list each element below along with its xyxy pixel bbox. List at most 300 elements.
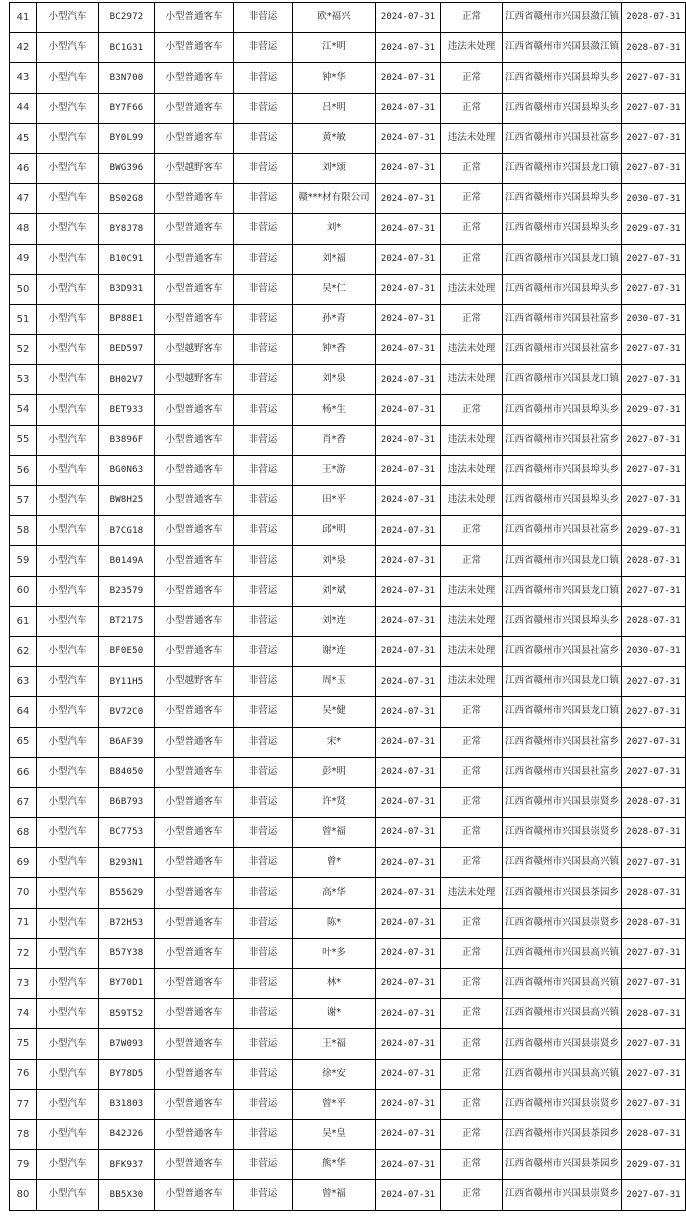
vehicle-model-cell: 小型普通客车: [155, 123, 234, 153]
owner-name-cell: 王*福: [293, 1029, 376, 1059]
inspection-date-cell: 2024-07-31: [376, 365, 441, 395]
usage-type-cell: 非营运: [234, 214, 293, 244]
address-cell: 江西省赣州市兴国县埠头乡: [503, 395, 622, 425]
plate-number-cell: BC7753: [99, 818, 155, 848]
vehicle-model-cell: 小型普通客车: [155, 1150, 234, 1180]
table-row: [10, 274, 686, 304]
vehicle-model-cell: 小型普通客车: [155, 184, 234, 214]
inspection-date-cell: 2024-07-31: [376, 274, 441, 304]
status-cell: 正常: [441, 214, 503, 244]
status-cell: 违法未处理: [441, 274, 503, 304]
usage-type-cell: 非营运: [234, 1029, 293, 1059]
plate-number-cell: BC1G31: [99, 33, 155, 63]
usage-type-cell: 非营运: [234, 63, 293, 93]
row-number-cell: 71: [10, 908, 37, 938]
row-number-cell: 63: [10, 667, 37, 697]
inspection-date-cell: 2024-07-31: [376, 787, 441, 817]
status-cell: 正常: [441, 93, 503, 123]
row-number-cell: 41: [10, 3, 37, 33]
expiry-date-cell: 2030-07-31: [622, 184, 686, 214]
vehicle-type-cell: 小型汽车: [37, 153, 99, 183]
expiry-date-cell: 2029-07-31: [622, 516, 686, 546]
inspection-date-cell: 2024-07-31: [376, 757, 441, 787]
vehicle-type-cell: 小型汽车: [37, 818, 99, 848]
table-row: [10, 214, 686, 244]
vehicle-type-cell: 小型汽车: [37, 486, 99, 516]
vehicle-type-cell: 小型汽车: [37, 969, 99, 999]
usage-type-cell: 非营运: [234, 274, 293, 304]
owner-name-cell: 叶*多: [293, 938, 376, 968]
owner-name-cell: 谢*连: [293, 636, 376, 666]
vehicle-type-cell: 小型汽车: [37, 606, 99, 636]
inspection-date-cell: 2024-07-31: [376, 878, 441, 908]
plate-number-cell: B3N700: [99, 63, 155, 93]
status-cell: 正常: [441, 1119, 503, 1149]
vehicle-type-cell: 小型汽车: [37, 63, 99, 93]
vehicle-type-cell: 小型汽车: [37, 123, 99, 153]
address-cell: 江西省赣州市兴国县埠头乡: [503, 455, 622, 485]
inspection-date-cell: 2024-07-31: [376, 33, 441, 63]
row-number-cell: 42: [10, 33, 37, 63]
table-row: [10, 455, 686, 485]
inspection-date-cell: 2024-07-31: [376, 606, 441, 636]
plate-number-cell: BC2972: [99, 3, 155, 33]
status-cell: 正常: [441, 1059, 503, 1089]
vehicle-model-cell: 小型普通客车: [155, 878, 234, 908]
address-cell: 江西省赣州市兴国县社富乡: [503, 425, 622, 455]
usage-type-cell: 非营运: [234, 697, 293, 727]
expiry-date-cell: 2027-07-31: [622, 697, 686, 727]
usage-type-cell: 非营运: [234, 878, 293, 908]
expiry-date-cell: 2027-07-31: [622, 938, 686, 968]
vehicle-type-cell: 小型汽车: [37, 184, 99, 214]
status-cell: 正常: [441, 546, 503, 576]
plate-number-cell: BY78D5: [99, 1059, 155, 1089]
expiry-date-cell: 2027-07-31: [622, 727, 686, 757]
table-row: [10, 697, 686, 727]
address-cell: 江西省赣州市兴国县龙口镇: [503, 244, 622, 274]
expiry-date-cell: 2027-07-31: [622, 425, 686, 455]
table-row: [10, 969, 686, 999]
status-cell: 正常: [441, 757, 503, 787]
owner-name-cell: 熊*华: [293, 1150, 376, 1180]
row-number-cell: 47: [10, 184, 37, 214]
address-cell: 江西省赣州市兴国县崇贤乡: [503, 818, 622, 848]
status-cell: 正常: [441, 1180, 503, 1210]
expiry-date-cell: 2028-07-31: [622, 3, 686, 33]
inspection-date-cell: 2024-07-31: [376, 848, 441, 878]
usage-type-cell: 非营运: [234, 395, 293, 425]
vehicle-type-cell: 小型汽车: [37, 1119, 99, 1149]
expiry-date-cell: 2029-07-31: [622, 214, 686, 244]
vehicle-model-cell: 小型普通客车: [155, 455, 234, 485]
status-cell: 违法未处理: [441, 576, 503, 606]
vehicle-type-cell: 小型汽车: [37, 727, 99, 757]
vehicle-model-cell: 小型越野客车: [155, 153, 234, 183]
vehicle-type-cell: 小型汽车: [37, 335, 99, 365]
vehicle-inspection-table: [9, 2, 686, 1211]
plate-number-cell: B84050: [99, 757, 155, 787]
vehicle-model-cell: 小型普通客车: [155, 304, 234, 334]
table-row: [10, 153, 686, 183]
inspection-date-cell: 2024-07-31: [376, 3, 441, 33]
plate-number-cell: B57Y38: [99, 938, 155, 968]
address-cell: 江西省赣州市兴国县潋江镇: [503, 33, 622, 63]
vehicle-model-cell: 小型普通客车: [155, 697, 234, 727]
address-cell: 江西省赣州市兴国县崇贤乡: [503, 1180, 622, 1210]
row-number-cell: 51: [10, 304, 37, 334]
owner-name-cell: 陈*: [293, 908, 376, 938]
table-row: [10, 486, 686, 516]
table-row: [10, 93, 686, 123]
address-cell: 江西省赣州市兴国县龙口镇: [503, 365, 622, 395]
plate-number-cell: BET933: [99, 395, 155, 425]
owner-name-cell: 刘*泉: [293, 546, 376, 576]
owner-name-cell: 孙*青: [293, 304, 376, 334]
table-row: [10, 63, 686, 93]
address-cell: 江西省赣州市兴国县社富乡: [503, 636, 622, 666]
row-number-cell: 53: [10, 365, 37, 395]
inspection-date-cell: 2024-07-31: [376, 184, 441, 214]
expiry-date-cell: 2027-07-31: [622, 848, 686, 878]
owner-name-cell: 钟*香: [293, 335, 376, 365]
row-number-cell: 61: [10, 606, 37, 636]
vehicle-model-cell: 小型普通客车: [155, 1119, 234, 1149]
inspection-date-cell: 2024-07-31: [376, 636, 441, 666]
inspection-date-cell: 2024-07-31: [376, 938, 441, 968]
address-cell: 江西省赣州市兴国县龙口镇: [503, 153, 622, 183]
owner-name-cell: 徐*安: [293, 1059, 376, 1089]
address-cell: 江西省赣州市兴国县埠头乡: [503, 606, 622, 636]
status-cell: 违法未处理: [441, 123, 503, 153]
inspection-date-cell: 2024-07-31: [376, 486, 441, 516]
status-cell: 正常: [441, 244, 503, 274]
vehicle-type-cell: 小型汽车: [37, 455, 99, 485]
inspection-date-cell: 2024-07-31: [376, 123, 441, 153]
vehicle-model-cell: 小型普通客车: [155, 93, 234, 123]
status-cell: 正常: [441, 938, 503, 968]
table-row: [10, 999, 686, 1029]
expiry-date-cell: 2028-07-31: [622, 999, 686, 1029]
address-cell: 江西省赣州市兴国县高兴镇: [503, 1059, 622, 1089]
expiry-date-cell: 2028-07-31: [622, 787, 686, 817]
plate-number-cell: B6AF39: [99, 727, 155, 757]
plate-number-cell: BW8H25: [99, 486, 155, 516]
expiry-date-cell: 2027-07-31: [622, 486, 686, 516]
usage-type-cell: 非营运: [234, 93, 293, 123]
vehicle-type-cell: 小型汽车: [37, 636, 99, 666]
usage-type-cell: 非营运: [234, 516, 293, 546]
expiry-date-cell: 2028-07-31: [622, 1119, 686, 1149]
row-number-cell: 45: [10, 123, 37, 153]
vehicle-type-cell: 小型汽车: [37, 1150, 99, 1180]
usage-type-cell: 非营运: [234, 486, 293, 516]
status-cell: 违法未处理: [441, 667, 503, 697]
vehicle-type-cell: 小型汽车: [37, 546, 99, 576]
usage-type-cell: 非营运: [234, 335, 293, 365]
table-row: [10, 1180, 686, 1210]
owner-name-cell: 曾*福: [293, 818, 376, 848]
usage-type-cell: 非营运: [234, 1180, 293, 1210]
status-cell: 正常: [441, 304, 503, 334]
vehicle-type-cell: 小型汽车: [37, 576, 99, 606]
owner-name-cell: 宋*: [293, 727, 376, 757]
expiry-date-cell: 2028-07-31: [622, 33, 686, 63]
row-number-cell: 54: [10, 395, 37, 425]
plate-number-cell: BY7F66: [99, 93, 155, 123]
row-number-cell: 55: [10, 425, 37, 455]
vehicle-type-cell: 小型汽车: [37, 1180, 99, 1210]
usage-type-cell: 非营运: [234, 667, 293, 697]
row-number-cell: 77: [10, 1089, 37, 1119]
inspection-date-cell: 2024-07-31: [376, 1089, 441, 1119]
vehicle-model-cell: 小型普通客车: [155, 395, 234, 425]
plate-number-cell: BG0N63: [99, 455, 155, 485]
usage-type-cell: 非营运: [234, 576, 293, 606]
owner-name-cell: 吴*仁: [293, 274, 376, 304]
expiry-date-cell: 2027-07-31: [622, 123, 686, 153]
vehicle-model-cell: 小型普通客车: [155, 1089, 234, 1119]
row-number-cell: 48: [10, 214, 37, 244]
table-row: [10, 244, 686, 274]
status-cell: 正常: [441, 3, 503, 33]
expiry-date-cell: 2029-07-31: [622, 395, 686, 425]
inspection-date-cell: 2024-07-31: [376, 395, 441, 425]
row-number-cell: 52: [10, 335, 37, 365]
table-row: [10, 878, 686, 908]
inspection-date-cell: 2024-07-31: [376, 667, 441, 697]
vehicle-model-cell: 小型普通客车: [155, 818, 234, 848]
vehicle-model-cell: 小型越野客车: [155, 365, 234, 395]
table-row: [10, 33, 686, 63]
expiry-date-cell: 2027-07-31: [622, 1059, 686, 1089]
plate-number-cell: B59T52: [99, 999, 155, 1029]
owner-name-cell: 钟*华: [293, 63, 376, 93]
plate-number-cell: B55629: [99, 878, 155, 908]
owner-name-cell: 黄*敏: [293, 123, 376, 153]
vehicle-model-cell: 小型普通客车: [155, 908, 234, 938]
table-row: [10, 425, 686, 455]
status-cell: 正常: [441, 727, 503, 757]
table-row: [10, 576, 686, 606]
status-cell: 违法未处理: [441, 425, 503, 455]
plate-number-cell: BY0L99: [99, 123, 155, 153]
inspection-date-cell: 2024-07-31: [376, 335, 441, 365]
table-row: [10, 365, 686, 395]
expiry-date-cell: 2030-07-31: [622, 636, 686, 666]
status-cell: 正常: [441, 969, 503, 999]
plate-number-cell: BY11H5: [99, 667, 155, 697]
inspection-date-cell: 2024-07-31: [376, 969, 441, 999]
row-number-cell: 57: [10, 486, 37, 516]
vehicle-model-cell: 小型普通客车: [155, 425, 234, 455]
address-cell: 江西省赣州市兴国县茶园乡: [503, 878, 622, 908]
expiry-date-cell: 2028-07-31: [622, 818, 686, 848]
usage-type-cell: 非营运: [234, 455, 293, 485]
vehicle-type-cell: 小型汽车: [37, 425, 99, 455]
owner-name-cell: 周*玉: [293, 667, 376, 697]
inspection-date-cell: 2024-07-31: [376, 908, 441, 938]
owner-name-cell: 吕*明: [293, 93, 376, 123]
expiry-date-cell: 2027-07-31: [622, 244, 686, 274]
status-cell: 正常: [441, 1029, 503, 1059]
plate-number-cell: B42J26: [99, 1119, 155, 1149]
plate-number-cell: B72H53: [99, 908, 155, 938]
status-cell: 违法未处理: [441, 878, 503, 908]
owner-name-cell: 王*游: [293, 455, 376, 485]
expiry-date-cell: 2028-07-31: [622, 878, 686, 908]
address-cell: 江西省赣州市兴国县埠头乡: [503, 486, 622, 516]
inspection-date-cell: 2024-07-31: [376, 1029, 441, 1059]
plate-number-cell: BV72C0: [99, 697, 155, 727]
table-row: [10, 908, 686, 938]
inspection-date-cell: 2024-07-31: [376, 93, 441, 123]
status-cell: 正常: [441, 1089, 503, 1119]
inspection-date-cell: 2024-07-31: [376, 1150, 441, 1180]
owner-name-cell: 刘*福: [293, 244, 376, 274]
usage-type-cell: 非营运: [234, 365, 293, 395]
owner-name-cell: 吴*健: [293, 697, 376, 727]
expiry-date-cell: 2027-07-31: [622, 93, 686, 123]
plate-number-cell: B7CG18: [99, 516, 155, 546]
status-cell: 正常: [441, 697, 503, 727]
status-cell: 正常: [441, 516, 503, 546]
table-row: [10, 757, 686, 787]
usage-type-cell: 非营运: [234, 848, 293, 878]
status-cell: 违法未处理: [441, 636, 503, 666]
usage-type-cell: 非营运: [234, 3, 293, 33]
vehicle-model-cell: 小型普通客车: [155, 727, 234, 757]
owner-name-cell: 刘*斌: [293, 576, 376, 606]
table-row: [10, 184, 686, 214]
table-row: [10, 123, 686, 153]
table-row: [10, 395, 686, 425]
vehicle-type-cell: 小型汽车: [37, 999, 99, 1029]
table-row: [10, 1150, 686, 1180]
usage-type-cell: 非营运: [234, 757, 293, 787]
owner-name-cell: 曾*: [293, 848, 376, 878]
vehicle-model-cell: 小型普通客车: [155, 244, 234, 274]
usage-type-cell: 非营运: [234, 908, 293, 938]
row-number-cell: 73: [10, 969, 37, 999]
owner-name-cell: 刘*颂: [293, 153, 376, 183]
row-number-cell: 76: [10, 1059, 37, 1089]
row-number-cell: 59: [10, 546, 37, 576]
plate-number-cell: BY8J78: [99, 214, 155, 244]
inspection-date-cell: 2024-07-31: [376, 576, 441, 606]
table-row: [10, 727, 686, 757]
plate-number-cell: B293N1: [99, 848, 155, 878]
usage-type-cell: 非营运: [234, 184, 293, 214]
vehicle-type-cell: 小型汽车: [37, 908, 99, 938]
row-number-cell: 56: [10, 455, 37, 485]
vehicle-type-cell: 小型汽车: [37, 304, 99, 334]
plate-number-cell: BH02V7: [99, 365, 155, 395]
table-row: [10, 818, 686, 848]
address-cell: 江西省赣州市兴国县高兴镇: [503, 848, 622, 878]
vehicle-type-cell: 小型汽车: [37, 667, 99, 697]
vehicle-type-cell: 小型汽车: [37, 33, 99, 63]
row-number-cell: 66: [10, 757, 37, 787]
table-row: [10, 546, 686, 576]
vehicle-model-cell: 小型普通客车: [155, 787, 234, 817]
vehicle-type-cell: 小型汽车: [37, 244, 99, 274]
row-number-cell: 68: [10, 818, 37, 848]
table-row: [10, 606, 686, 636]
expiry-date-cell: 2027-07-31: [622, 365, 686, 395]
owner-name-cell: 邱*明: [293, 516, 376, 546]
inspection-date-cell: 2024-07-31: [376, 425, 441, 455]
address-cell: 江西省赣州市兴国县埠头乡: [503, 63, 622, 93]
address-cell: 江西省赣州市兴国县崇贤乡: [503, 787, 622, 817]
vehicle-type-cell: 小型汽车: [37, 214, 99, 244]
address-cell: 江西省赣州市兴国县埠头乡: [503, 274, 622, 304]
vehicle-type-cell: 小型汽车: [37, 848, 99, 878]
plate-number-cell: B7W093: [99, 1029, 155, 1059]
usage-type-cell: 非营运: [234, 244, 293, 274]
plate-number-cell: B23579: [99, 576, 155, 606]
vehicle-model-cell: 小型普通客车: [155, 636, 234, 666]
status-cell: 正常: [441, 184, 503, 214]
address-cell: 江西省赣州市兴国县埠头乡: [503, 214, 622, 244]
vehicle-model-cell: 小型普通客车: [155, 848, 234, 878]
address-cell: 江西省赣州市兴国县社富乡: [503, 757, 622, 787]
vehicle-model-cell: 小型越野客车: [155, 667, 234, 697]
plate-number-cell: BP88E1: [99, 304, 155, 334]
owner-name-cell: 江*明: [293, 33, 376, 63]
table-row: [10, 304, 686, 334]
inspection-date-cell: 2024-07-31: [376, 244, 441, 274]
address-cell: 江西省赣州市兴国县高兴镇: [503, 999, 622, 1029]
status-cell: 违法未处理: [441, 33, 503, 63]
vehicle-type-cell: 小型汽车: [37, 1029, 99, 1059]
address-cell: 江西省赣州市兴国县崇贤乡: [503, 908, 622, 938]
usage-type-cell: 非营运: [234, 818, 293, 848]
address-cell: 江西省赣州市兴国县高兴镇: [503, 969, 622, 999]
status-cell: 违法未处理: [441, 365, 503, 395]
inspection-date-cell: 2024-07-31: [376, 153, 441, 183]
status-cell: 正常: [441, 63, 503, 93]
plate-number-cell: BT2175: [99, 606, 155, 636]
address-cell: 江西省赣州市兴国县埠头乡: [503, 184, 622, 214]
status-cell: 正常: [441, 908, 503, 938]
row-number-cell: 60: [10, 576, 37, 606]
vehicle-model-cell: 小型普通客车: [155, 757, 234, 787]
vehicle-model-cell: 小型普通客车: [155, 606, 234, 636]
owner-name-cell: 杨*生: [293, 395, 376, 425]
plate-number-cell: BFK937: [99, 1150, 155, 1180]
vehicle-model-cell: 小型普通客车: [155, 3, 234, 33]
owner-name-cell: 刘*泉: [293, 365, 376, 395]
address-cell: 江西省赣州市兴国县茶园乡: [503, 1150, 622, 1180]
vehicle-type-cell: 小型汽车: [37, 274, 99, 304]
usage-type-cell: 非营运: [234, 425, 293, 455]
row-number-cell: 75: [10, 1029, 37, 1059]
row-number-cell: 80: [10, 1180, 37, 1210]
owner-name-cell: 刘*: [293, 214, 376, 244]
plate-number-cell: BED597: [99, 335, 155, 365]
table-row: [10, 667, 686, 697]
vehicle-model-cell: 小型普通客车: [155, 33, 234, 63]
expiry-date-cell: 2027-07-31: [622, 274, 686, 304]
status-cell: 正常: [441, 818, 503, 848]
expiry-date-cell: 2027-07-31: [622, 63, 686, 93]
expiry-date-cell: 2029-07-31: [622, 1150, 686, 1180]
status-cell: 正常: [441, 999, 503, 1029]
address-cell: 江西省赣州市兴国县潋江镇: [503, 3, 622, 33]
table-row: [10, 1119, 686, 1149]
address-cell: 江西省赣州市兴国县社富乡: [503, 335, 622, 365]
